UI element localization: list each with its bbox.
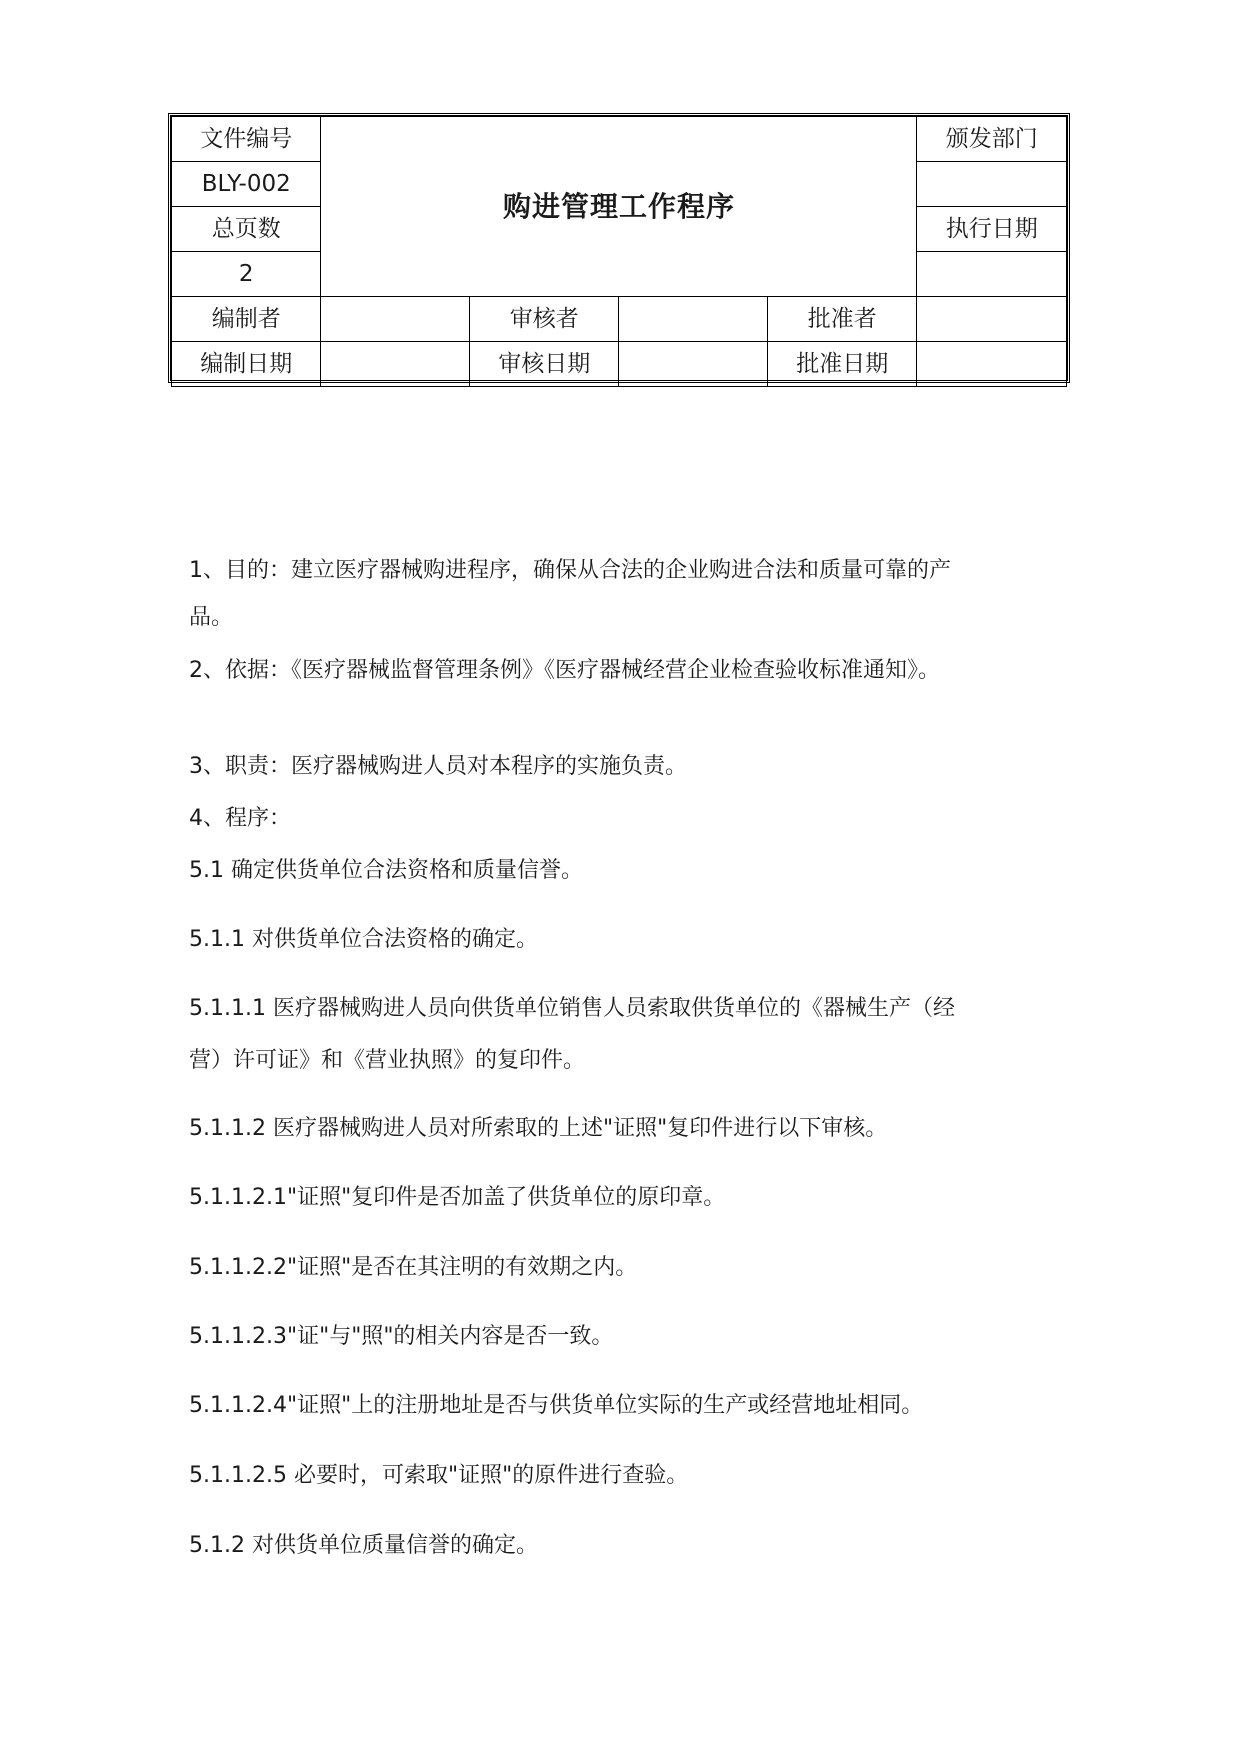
- paragraph-5-1-1-2: 5.1.1.2 医疗器械购进人员对所索取的上述"证照"复印件进行以下审核。: [189, 1116, 888, 1141]
- document-title: 购进管理工作程序: [321, 117, 917, 297]
- paragraph-5-1-1-2-2: 5.1.1.2.2"证照"是否在其注明的有效期之内。: [189, 1255, 638, 1280]
- compiler-value: [321, 297, 470, 342]
- paragraph-procedure: 4、程序：: [189, 806, 291, 831]
- compiler-label: 编制者: [172, 297, 321, 342]
- doc-number-value: BLY-002: [172, 162, 321, 207]
- paragraph-5-1-1-2-1: 5.1.1.2.1"证照"复印件是否加盖了供货单位的原印章。: [189, 1185, 726, 1210]
- paragraph-5-1-1: 5.1.1 对供货单位合法资格的确定。: [189, 927, 538, 952]
- review-date-value: [619, 342, 768, 387]
- paragraph-5-1-1-1: 5.1.1.1 医疗器械购进人员向供货单位销售人员索取供货单位的《器械生产（经: [189, 996, 955, 1021]
- issue-dept-label: 颁发部门: [917, 117, 1067, 162]
- total-pages-label: 总页数: [172, 207, 321, 252]
- paragraph-5-1-1-2-3: 5.1.1.2.3"证"与"照"的相关内容是否一致。: [189, 1324, 614, 1349]
- compile-date-value: [321, 342, 470, 387]
- approve-date-label: 批准日期: [768, 342, 917, 387]
- approve-date-value: [917, 342, 1067, 387]
- review-date-label: 审核日期: [470, 342, 619, 387]
- paragraph-purpose: 1、目的：建立医疗器械购进程序，确保从合法的企业购进合法和质量可靠的产: [189, 558, 951, 583]
- exec-date-value: [917, 252, 1067, 297]
- paragraph-5-1-1-1-cont: 营）许可证》和《营业执照》的复印件。: [189, 1048, 586, 1073]
- paragraph-5-1-1-2-5: 5.1.1.2.5 必要时，可索取"证照"的原件进行查验。: [189, 1463, 689, 1488]
- paragraph-purpose-cont: 品。: [189, 605, 234, 630]
- compile-date-label: 编制日期: [172, 342, 321, 387]
- paragraph-5-1-2: 5.1.2 对供货单位质量信誉的确定。: [189, 1533, 538, 1558]
- paragraph-5-1: 5.1 确定供货单位合法资格和质量信誉。: [189, 858, 583, 883]
- issue-dept-value: [917, 162, 1067, 207]
- paragraph-5-1-1-2-4: 5.1.1.2.4"证照"上的注册地址是否与供货单位实际的生产或经营地址相同。: [189, 1393, 924, 1418]
- paragraph-basis: 2、依据：《医疗器械监督管理条例》《医疗器械经营企业检查验收标准通知》。: [189, 658, 940, 683]
- document-header-table: [168, 113, 1070, 383]
- exec-date-label: 执行日期: [917, 207, 1067, 252]
- approver-label: 批准者: [768, 297, 917, 342]
- paragraph-duty: 3、职责：医疗器械购进人员对本程序的实施负责。: [189, 754, 687, 779]
- total-pages-value: 2: [172, 252, 321, 297]
- doc-number-label: 文件编号: [172, 117, 321, 162]
- reviewer-value: [619, 297, 768, 342]
- approver-value: [917, 297, 1067, 342]
- reviewer-label: 审核者: [470, 297, 619, 342]
